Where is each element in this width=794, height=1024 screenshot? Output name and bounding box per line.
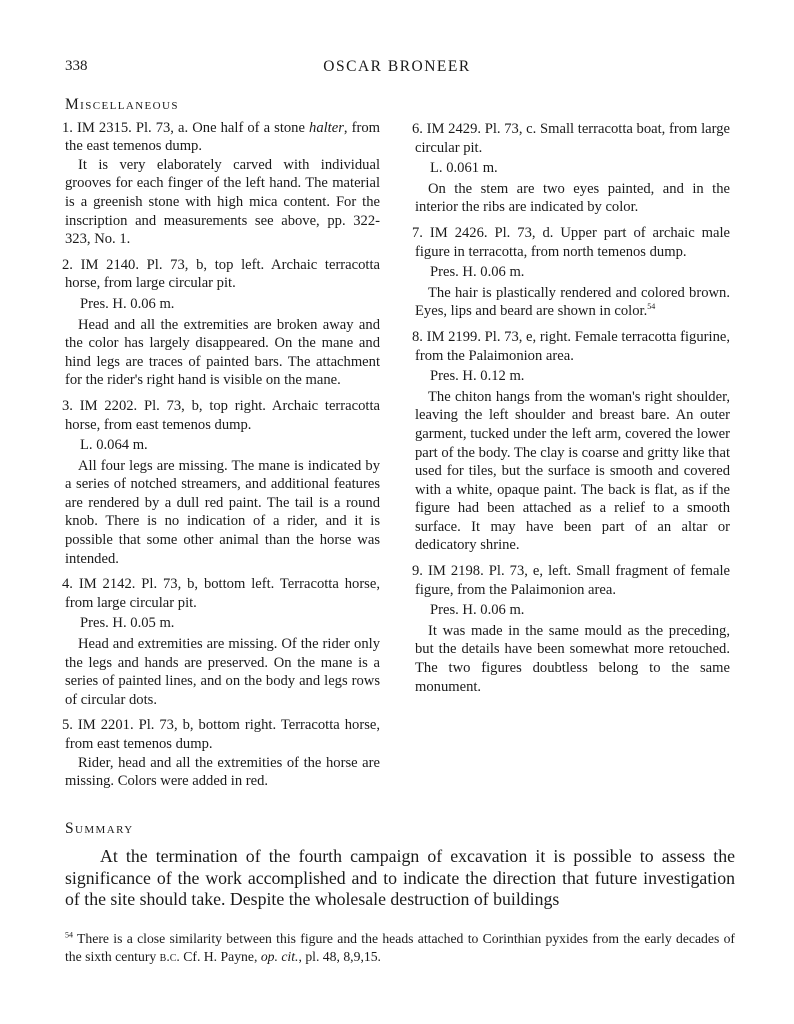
footnote-italic: op. cit. [260, 948, 299, 964]
entry-body: Head and all the extremities are broken away and the color has largely disappeared. On the mane and hind legs are traces of painted bars. The attachment for the rider's right hand is visible on the mane. [65, 316, 380, 389]
catalog-entry-6 [412, 120, 730, 217]
catalog-entry-7 [412, 224, 730, 321]
entry-title: 3. IM 2202. Pl. 73, b, top right. Archaic terracotta horse, from east temenos dump. [62, 397, 380, 433]
section-heading-miscellaneous: Miscellaneous [65, 96, 179, 113]
right-column [412, 120, 730, 703]
entry-measurement: L. 0.061 m. [430, 160, 498, 177]
footnote-number: 54 [65, 930, 73, 940]
running-head: OSCAR BRONEER [323, 58, 471, 75]
entry-measurement: Pres. H. 0.05 m. [80, 615, 175, 632]
entry-body: All four legs are missing. The mane is indicated by a series of notched streamers, and additional features are rendered by a dull red paint. The tail is a round knob. There is no indication of a rider, and it is possible that some other animal than the horse was intended. [65, 457, 380, 567]
catalog-entry-3 [62, 397, 380, 568]
catalog-entry-5 [62, 716, 380, 790]
entry-body: It is very elaborately carved with individual grooves for each finger of the left hand. The material is a greenish stone with high mica content. For the inscription and measurements see above, pp. 322-323, No. 1. [65, 156, 380, 248]
entry-measurement: Pres. H. 0.06 m. [80, 295, 175, 312]
catalog-entry-2 [62, 256, 380, 390]
entry-measurement: Pres. H. 0.12 m. [430, 368, 525, 385]
entry-title: 7. IM 2426. Pl. 73, d. Upper part of archaic male figure in terracotta, from north temenos dump. [412, 224, 730, 260]
catalog-entry-8 [412, 328, 730, 555]
entry-title: 8. IM 2199. Pl. 73, e, right. Female terracotta figurine, from the Palaimonion area. [412, 328, 730, 364]
page-number: 338 [65, 58, 88, 74]
entry-body: The chiton hangs from the woman's right shoulder, leaving the left shoulder and breast bare. An outer garment, tucked under the left arm, covered the lower part of the body. The clay is coarse and gritty like that used for tiles, but the surface is smooth and covered with a white, opaque paint. The back is flat, as if the figure had been attached as a relief to a smooth surface. It may have been part of an altar or dedicatory shrine. [415, 388, 730, 554]
entry-body: Head and extremities are missing. Of the rider only the legs and hands are preserved. On the mane is a series of painted lines, and on the body and legs rows of circular dots. [65, 636, 380, 708]
entry-measurement: Pres. H. 0.06 m. [430, 602, 525, 619]
entry-measurement: L. 0.064 m. [80, 437, 148, 454]
entry-title: 2. IM 2140. Pl. 73, b, top left. Archaic terracotta horse, from large circular pit. [62, 256, 380, 292]
entry-title: 1. IM 2315. Pl. 73, a. One half of a stone halter, from the east temenos dump. [62, 119, 380, 155]
page-header [0, 58, 794, 78]
footnote-era: b.c. [159, 948, 180, 964]
catalog-entry-1 [62, 119, 380, 249]
entry-measurement: Pres. H. 0.06 m. [430, 264, 525, 281]
summary-text: At the termination of the fourth campaign of excavation it is possible to assess the significance of the work accomplished and to indicate the direction that future investigation of the site should take. Despite the wholesale destruction of buildings [65, 846, 735, 909]
footnote: $^{54}$ There is a close similarity between this figure and the heads attached to Corinthian pyxides from the early decades of the sixth century b.c. Cf. H. Payne, op. cit., pl. 48, 8,9,15. [65, 930, 735, 964]
entry-body: It was made in the same mould as the preceding, but the details have been somewhat more retouched. The two figures doubtless belong to the same monument. [415, 622, 730, 695]
summary-section [65, 820, 735, 911]
footnote-reference: 54 [647, 302, 656, 312]
catalog-entry-4 [62, 575, 380, 709]
section-heading-summary: Summary [65, 820, 134, 837]
catalog-entry-9 [412, 562, 730, 696]
entry-body: The hair is plastically rendered and colored brown. Eyes, lips and beard are shown in color.$^{54}$ [415, 284, 730, 320]
entry-title: 4. IM 2142. Pl. 73, b, bottom left. Terracotta horse, from large circular pit. [62, 576, 380, 611]
entry-title: 5. IM 2201. Pl. 73, b, bottom right. Terracotta horse, from east temenos dump. [62, 717, 380, 752]
entry-body: On the stem are two eyes painted, and in the interior the ribs are indicated by color. [415, 180, 730, 216]
left-column [62, 96, 380, 798]
entry-title-italic: halter [309, 119, 344, 136]
entry-title: 9. IM 2198. Pl. 73, e, left. Small fragment of female figure, from the Palaimonion area. [412, 563, 730, 598]
entry-title: 6. IM 2429. Pl. 73, c. Small terracotta boat, from large circular pit. [412, 121, 730, 156]
entry-body: Rider, head and all the extremities of the horse are missing. Colors were added in red. [65, 754, 380, 790]
